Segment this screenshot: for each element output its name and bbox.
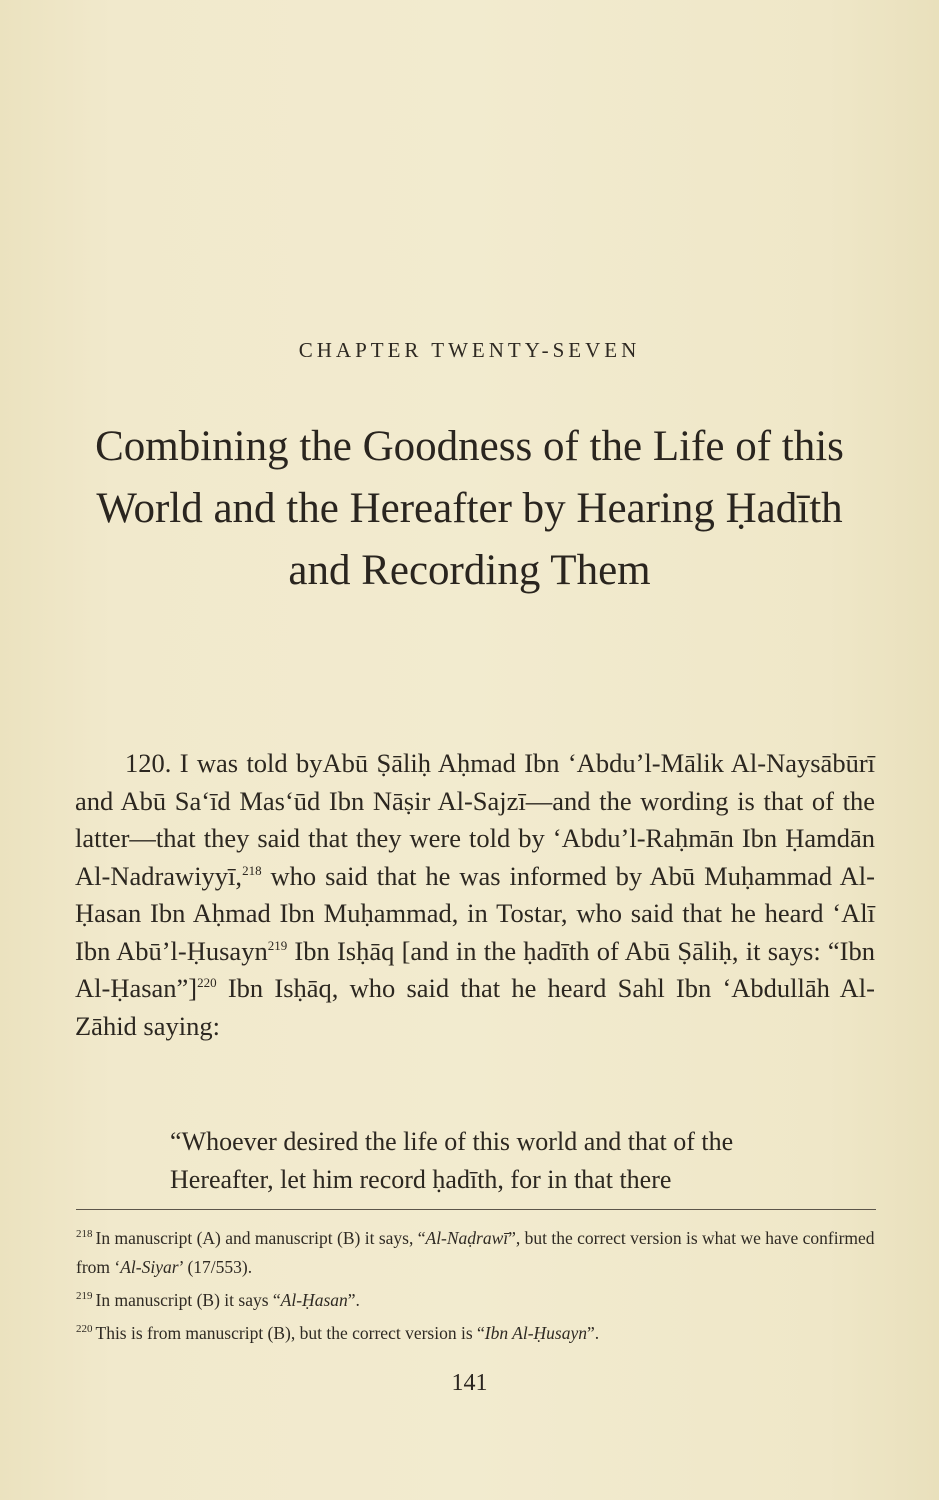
- footnote-218: [76, 1220, 881, 1282]
- narration-text-1: 120. I was told byAbū Ṣāliḥ Aḥmad Ibn ‘Abdu’l-Mālik Al-Naysābūrī and Abū Sa‘īd Mas‘ūd Ibn Nāṣir Al-Sajzī—and the wording is that of the latter—that they said that they were told by ‘Abdu’l-Raḥmān Ibn Ḥamdān Al-Nadrawiyyī,: [75, 748, 875, 891]
- footnote-text: ”.: [347, 1289, 360, 1310]
- footnote-text: ’ (17/553).: [178, 1256, 253, 1277]
- footnote-italic: Al-Siyar: [120, 1256, 179, 1277]
- footnote-text: This is from manuscript (B), but the correct version is “: [95, 1322, 485, 1343]
- footnote-220: [76, 1315, 881, 1348]
- footnote-number: 220: [76, 1322, 93, 1335]
- footnote-ref-218: 218: [242, 862, 262, 878]
- narration-text-2: who said that he was informed by Abū Muḥammad Al-Ḥasan Ibn Aḥmad Ibn Muḥammad, in Tostar, who said that he heard ‘Alī Ibn Abū’l-Ḥusayn: [75, 860, 875, 966]
- narration-paragraph: [75, 745, 875, 1045]
- footnote-italic: Al-Ḥasan: [280, 1289, 348, 1310]
- footnote-italic: Ibn Al-Ḥusayn: [484, 1322, 588, 1343]
- chapter-title: Combining the Goodness of the Life of this World and the Hereafter by Hearing Ḥadīth and Recording Them: [95, 423, 844, 594]
- footnote-text: ”, but the correct version is what we have confirmed from ‘: [76, 1227, 875, 1277]
- footnote-text: ”.: [587, 1322, 600, 1343]
- narration-text-4: Ibn Isḥāq, who said that he heard Sahl Ibn ‘Abdullāh Al-Zāhid saying:: [75, 973, 875, 1041]
- narration-text-3: Ibn Isḥāq [and in the ḥadīth of Abū Ṣāliḥ, it says: “Ibn Al-Ḥasan”]: [75, 935, 875, 1003]
- footnotes-section: [76, 1220, 881, 1347]
- footnote-ref-220: 220: [197, 975, 217, 991]
- footnote-italic: Al-Naḍrawī: [425, 1227, 509, 1248]
- footnote-number: 218: [76, 1228, 93, 1240]
- footnote-text: In manuscript (B) it says “: [95, 1289, 281, 1310]
- page-number: 141: [451, 1370, 488, 1396]
- footnote-ref-219: 219: [267, 937, 288, 953]
- chapter-label: CHAPTER TWENTY-SEVEN: [298, 338, 641, 362]
- footnote-divider: [76, 1209, 876, 1210]
- footnote-number: 219: [76, 1289, 93, 1302]
- footnote-219: [76, 1282, 881, 1315]
- footnote-text: In manuscript (A) and manuscript (B) it says, “: [95, 1227, 426, 1248]
- quote-paragraph: “Whoever desired the life of this world and that of the Hereafter, let him record ḥadīth, for in that there: [170, 1127, 734, 1194]
